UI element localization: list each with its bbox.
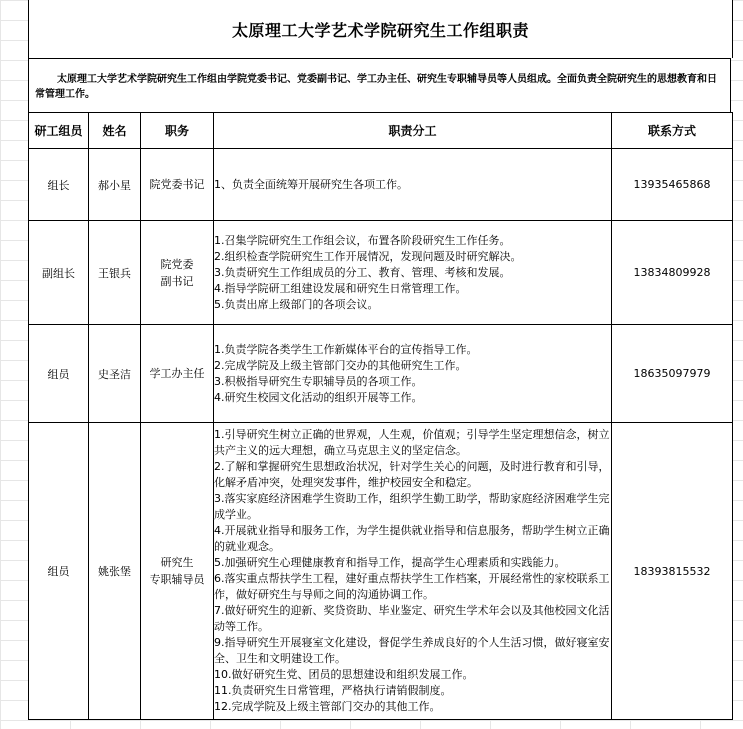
cell-position[interactable] xyxy=(141,423,214,720)
duty-line: 6.落实重点帮扶学生工程，建好重点帮扶学生工作档案，开展经常性的家校联系工作，做好研究生与导师之间的沟通协调工作。 xyxy=(214,572,610,601)
duty-line: 12.完成学院及上级主管部门交办的其他工作。 xyxy=(214,700,441,713)
position-text: 研究生 专职辅导员 xyxy=(149,556,205,586)
cell-position[interactable] xyxy=(141,325,214,423)
table-row xyxy=(29,149,733,221)
cell-group[interactable]: 组员 xyxy=(29,423,89,720)
duty-line: 9.指导研究生开展寝室文化建设，督促学生养成良好的个人生活习惯，做好寝室安全、卫生和文明建设工作。 xyxy=(214,636,610,665)
duty-line: 3.积极指导研究生专职辅导员的各项工作。 xyxy=(214,374,423,388)
cell-duties[interactable] xyxy=(214,423,612,720)
cell-name[interactable]: 史圣洁 xyxy=(89,325,141,423)
duty-line: 3.落实家庭经济困难学生资助工作，组织学生勤工助学，帮助家庭经济困难学生完成学业。 xyxy=(214,492,610,521)
cell-name[interactable]: 王银兵 xyxy=(89,221,141,325)
header-row xyxy=(29,113,733,149)
header-name[interactable]: 姓名 xyxy=(89,113,141,149)
cell-group[interactable]: 组员 xyxy=(29,325,89,423)
duty-line: 4.研究生校园文化活动的组织开展等工作。 xyxy=(214,390,423,404)
table-row xyxy=(29,423,733,720)
cell-contact[interactable]: 13935465868 xyxy=(612,149,733,221)
duty-line: 2.完成学院及上级主管部门交办的其他研究生工作。 xyxy=(214,358,467,372)
document-title: 太原理工大学艺术学院研究生工作组职责 xyxy=(28,0,733,58)
header-position[interactable]: 职务 xyxy=(141,113,214,149)
cell-duties[interactable] xyxy=(214,221,612,325)
duty-line: 1、负责全面统筹开展研究生各项工作。 xyxy=(214,177,408,191)
intro-paragraph: 太原理工大学艺术学院研究生工作组由学院党委书记、党委副书记、学工办主任、研究生专职辅导员等人员组成。全面负责全院研究生的思想教育和日常管理工作。 xyxy=(28,58,731,112)
cell-name[interactable]: 郝小星 xyxy=(89,149,141,221)
cell-contact[interactable]: 13834809928 xyxy=(612,221,733,325)
cell-position[interactable] xyxy=(141,149,214,221)
duty-line: 4.指导学院研工组建设发展和研究生日常管理工作。 xyxy=(214,281,467,295)
cell-duties[interactable] xyxy=(214,149,612,221)
header-group[interactable]: 研工组员 xyxy=(29,113,89,149)
table-row xyxy=(29,325,733,423)
cell-position[interactable] xyxy=(141,221,214,325)
header-duties[interactable]: 职责分工 xyxy=(214,113,612,149)
position-text: 院党委书记 xyxy=(149,178,205,191)
cell-duties[interactable] xyxy=(214,325,612,423)
duty-line: 3.负责研究生工作组成员的分工、教育、管理、考核和发展。 xyxy=(214,265,511,279)
duty-line: 5.加强研究生心理健康教育和指导工作，提高学生心理素质和实践能力。 xyxy=(214,556,566,569)
duty-line: 7.做好研究生的迎新、奖贷资助、毕业鉴定、研究生学术年会以及其他校园文化活动等工作。 xyxy=(214,604,610,633)
duty-line: 10.做好研究生党、团员的思想建设和组织发展工作。 xyxy=(214,668,474,681)
header-contact[interactable]: 联系方式 xyxy=(612,113,733,149)
position-text: 院党委 副书记 xyxy=(160,257,194,288)
cell-contact[interactable]: 18635097979 xyxy=(612,325,733,423)
duty-line: 5.负责出席上级部门的各项会议。 xyxy=(214,297,379,311)
duty-line: 4.开展就业指导和服务工作，为学生提供就业指导和信息服务，帮助学生树立正确的就业观念。 xyxy=(214,524,610,553)
duty-line: 2.了解和掌握研究生思想政治状况，针对学生关心的问题，及时进行教育和引导，化解矛盾冲突，处理突发事件，维护校园安全和稳定。 xyxy=(214,460,610,489)
duty-line: 1.负责学院各类学生工作新媒体平台的宣传指导工作。 xyxy=(214,342,478,356)
cell-group[interactable]: 组长 xyxy=(29,149,89,221)
duty-table xyxy=(28,112,733,720)
duty-line: 11.负责研究生日常管理，严格执行请销假制度。 xyxy=(214,684,452,697)
duty-line: 1.召集学院研究生工作组会议，布置各阶段研究生工作任务。 xyxy=(214,233,511,247)
duty-line: 1.引导研究生树立正确的世界观，人生观，价值观；引导学生坚定理想信念，树立共产主义的远大理想，确立马克思主义的坚定信念。 xyxy=(214,428,610,457)
duty-line: 2.组织检查学院研究生工作开展情况，发现问题及时研究解决。 xyxy=(214,249,522,263)
cell-contact[interactable]: 18393815532 xyxy=(612,423,733,720)
position-text: 学工办主任 xyxy=(149,367,205,380)
cell-name[interactable]: 姚张堡 xyxy=(89,423,141,720)
cell-group[interactable]: 副组长 xyxy=(29,221,89,325)
table-row xyxy=(29,221,733,325)
